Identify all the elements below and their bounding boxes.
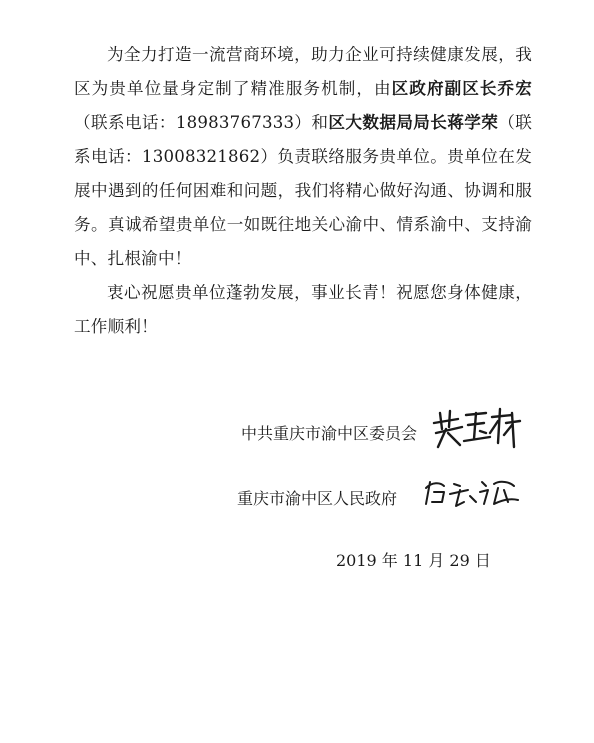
paragraph-1 bbox=[74, 38, 532, 276]
letter-date: 2019 年 11 月 29 日 bbox=[336, 551, 491, 570]
contact-person-2: 区大数据局局长蒋学荣 bbox=[328, 113, 499, 132]
paragraph-2: 衷心祝愿贵单位蓬勃发展，事业长青！祝愿您身体健康，工作顺利！ bbox=[74, 283, 532, 336]
signing-org-2: 重庆市渝中区人民政府 bbox=[237, 489, 398, 508]
handwritten-signature-1 bbox=[428, 403, 524, 451]
paragraph-1-text-c: （联系电话：18983767333）和 bbox=[74, 113, 329, 132]
signing-org-1: 中共重庆市渝中区委员会 bbox=[241, 424, 418, 443]
contact-person-1: 区政府副区长乔宏 bbox=[391, 79, 532, 98]
letter-body bbox=[74, 38, 532, 344]
paragraph-1-text-a: 为全力打造一流营商环境，助力企业可持续健康发展，我区为贵单位量身定制了精准服务机制，由 bbox=[74, 45, 532, 98]
handwritten-signature-2 bbox=[420, 474, 522, 512]
paragraph-1-text-e: （联系电话：13008321862）负责联络服务贵单位。贵单位在发展中遇到的任何困难和问题，我们将精心做好沟通、协调和服务。真诚希望贵单位一如既往地关心渝中、情系渝中、支持渝中、扎根渝中！ bbox=[74, 113, 532, 268]
